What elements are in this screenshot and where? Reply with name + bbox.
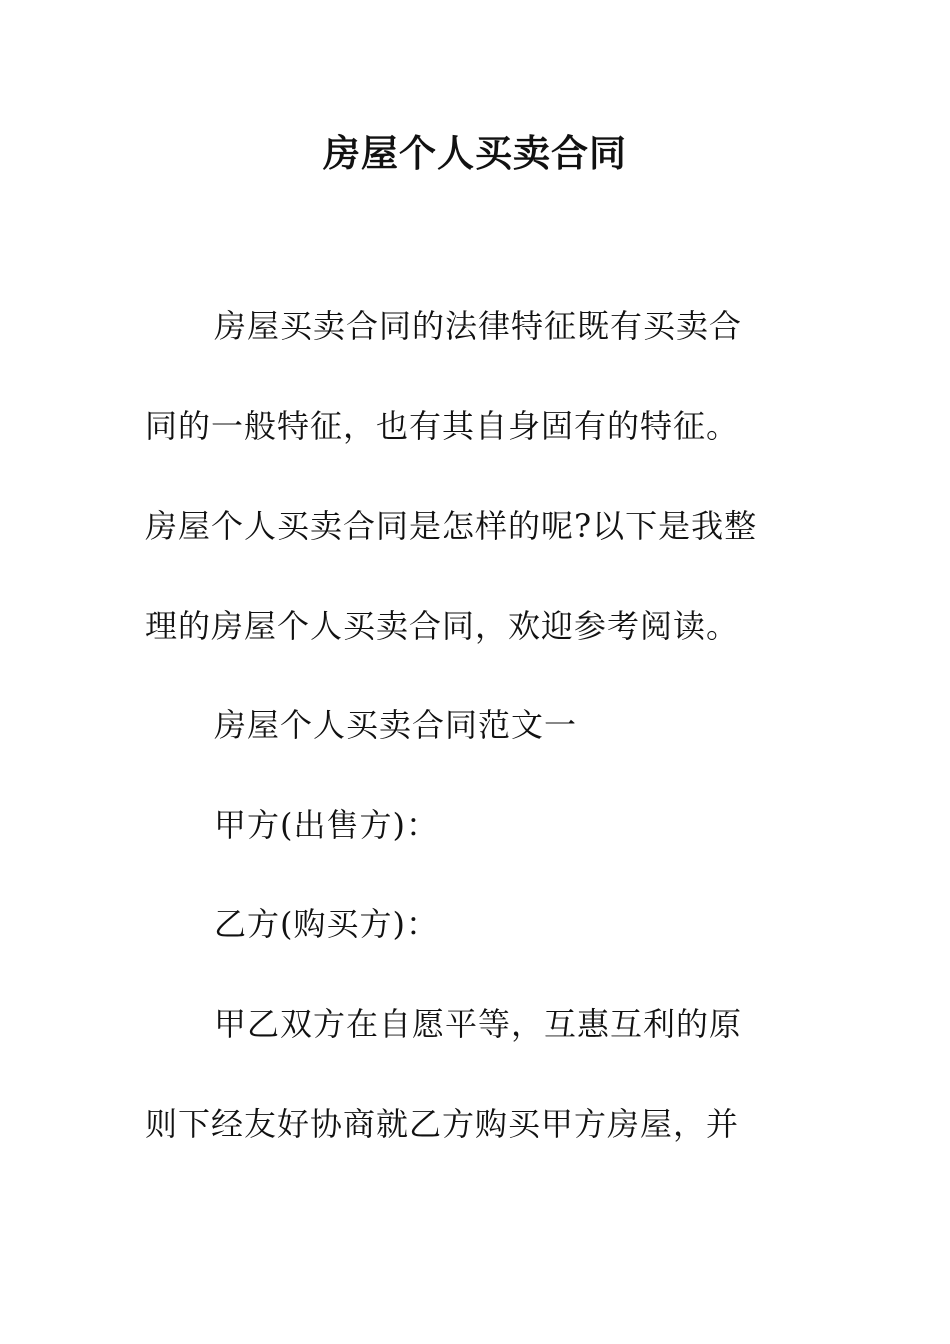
party-a-line: 甲方(出售方)： xyxy=(214,806,439,844)
section-heading-sample-one: 房屋个人买卖合同范文一 xyxy=(214,706,578,744)
paragraph-line-4: 理的房屋个人买卖合同，欢迎参考阅读。 xyxy=(145,607,740,645)
paragraph-line-1: 房屋买卖合同的法律特征既有买卖合 xyxy=(214,307,743,345)
paragraph-line-9: 则下经友好协商就乙方购买甲方房屋，并 xyxy=(145,1105,740,1143)
party-b-line: 乙方(购买方)： xyxy=(214,905,439,943)
document-title: 房屋个人买卖合同 xyxy=(323,131,627,175)
paragraph-line-3: 房屋个人买卖合同是怎样的呢?以下是我整 xyxy=(145,507,758,545)
paragraph-line-8: 甲乙双方在自愿平等，互惠互利的原 xyxy=(214,1005,743,1043)
paragraph-line-2: 同的一般特征，也有其自身固有的特征。 xyxy=(145,407,740,445)
